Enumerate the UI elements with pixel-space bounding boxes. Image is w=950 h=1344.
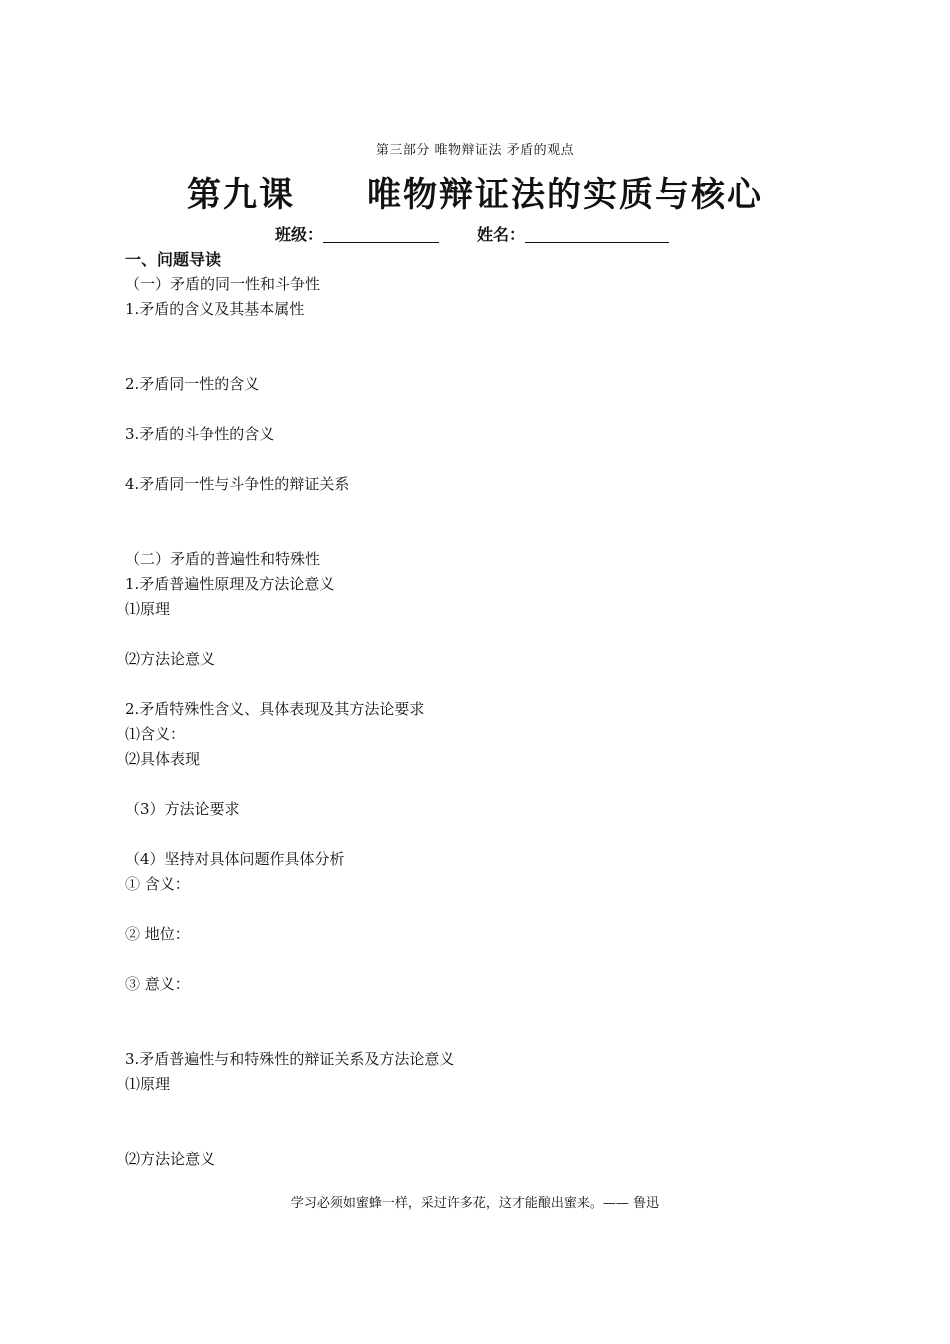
sub-item: ⑴原理: [125, 1075, 171, 1093]
class-label: 班级：: [275, 225, 324, 244]
sub-item: ⑴原理: [125, 600, 171, 618]
worksheet-content: [125, 248, 825, 1172]
sub-item: （3）方法论要求: [125, 800, 240, 818]
name-label: 姓名：: [477, 225, 526, 244]
class-blank: [323, 226, 439, 243]
question-item: 1.矛盾普遍性原理及方法论意义: [125, 575, 335, 593]
circled-item: ③ 意义：: [125, 975, 190, 993]
question-item: 2.矛盾特殊性含义、具体表现及其方法论要求: [125, 700, 425, 718]
part-heading: （一）矛盾的同一性和斗争性: [125, 275, 321, 293]
question-item: 3.矛盾的斗争性的含义: [125, 425, 275, 443]
question-item: 1.矛盾的含义及其基本属性: [125, 300, 305, 318]
student-info-line: [275, 224, 669, 246]
question-item: 3.矛盾普遍性与和特殊性的辩证关系及方法论意义: [125, 1050, 455, 1068]
question-item: 4.矛盾同一性与斗争性的辩证关系: [125, 475, 350, 493]
sub-item: ⑵方法论意义: [125, 1150, 216, 1168]
section-heading: 一、问题导读: [125, 250, 222, 269]
question-item: 2.矛盾同一性的含义: [125, 375, 260, 393]
circled-item: ① 含义：: [125, 875, 190, 893]
running-footer-quote: 学习必须如蜜蜂一样，采过许多花，这才能酿出蜜来。—— 鲁迅: [290, 1196, 660, 1211]
sub-item: ⑴含义：: [125, 725, 186, 743]
lesson-title: [0, 172, 950, 218]
circled-item: ② 地位：: [125, 925, 190, 943]
running-header: 第三部分 唯物辩证法 矛盾的观点: [375, 143, 575, 158]
sub-item: ⑵具体表现: [125, 750, 201, 768]
name-blank: [525, 226, 669, 243]
sub-item: （4）坚持对具体问题作具体分析: [125, 850, 345, 868]
sub-item: ⑵方法论意义: [125, 650, 216, 668]
lesson-number: 第九课: [187, 175, 295, 215]
part-heading: （二）矛盾的普遍性和特殊性: [125, 550, 321, 568]
lesson-topic: 唯物辩证法的实质与核心: [367, 175, 763, 215]
